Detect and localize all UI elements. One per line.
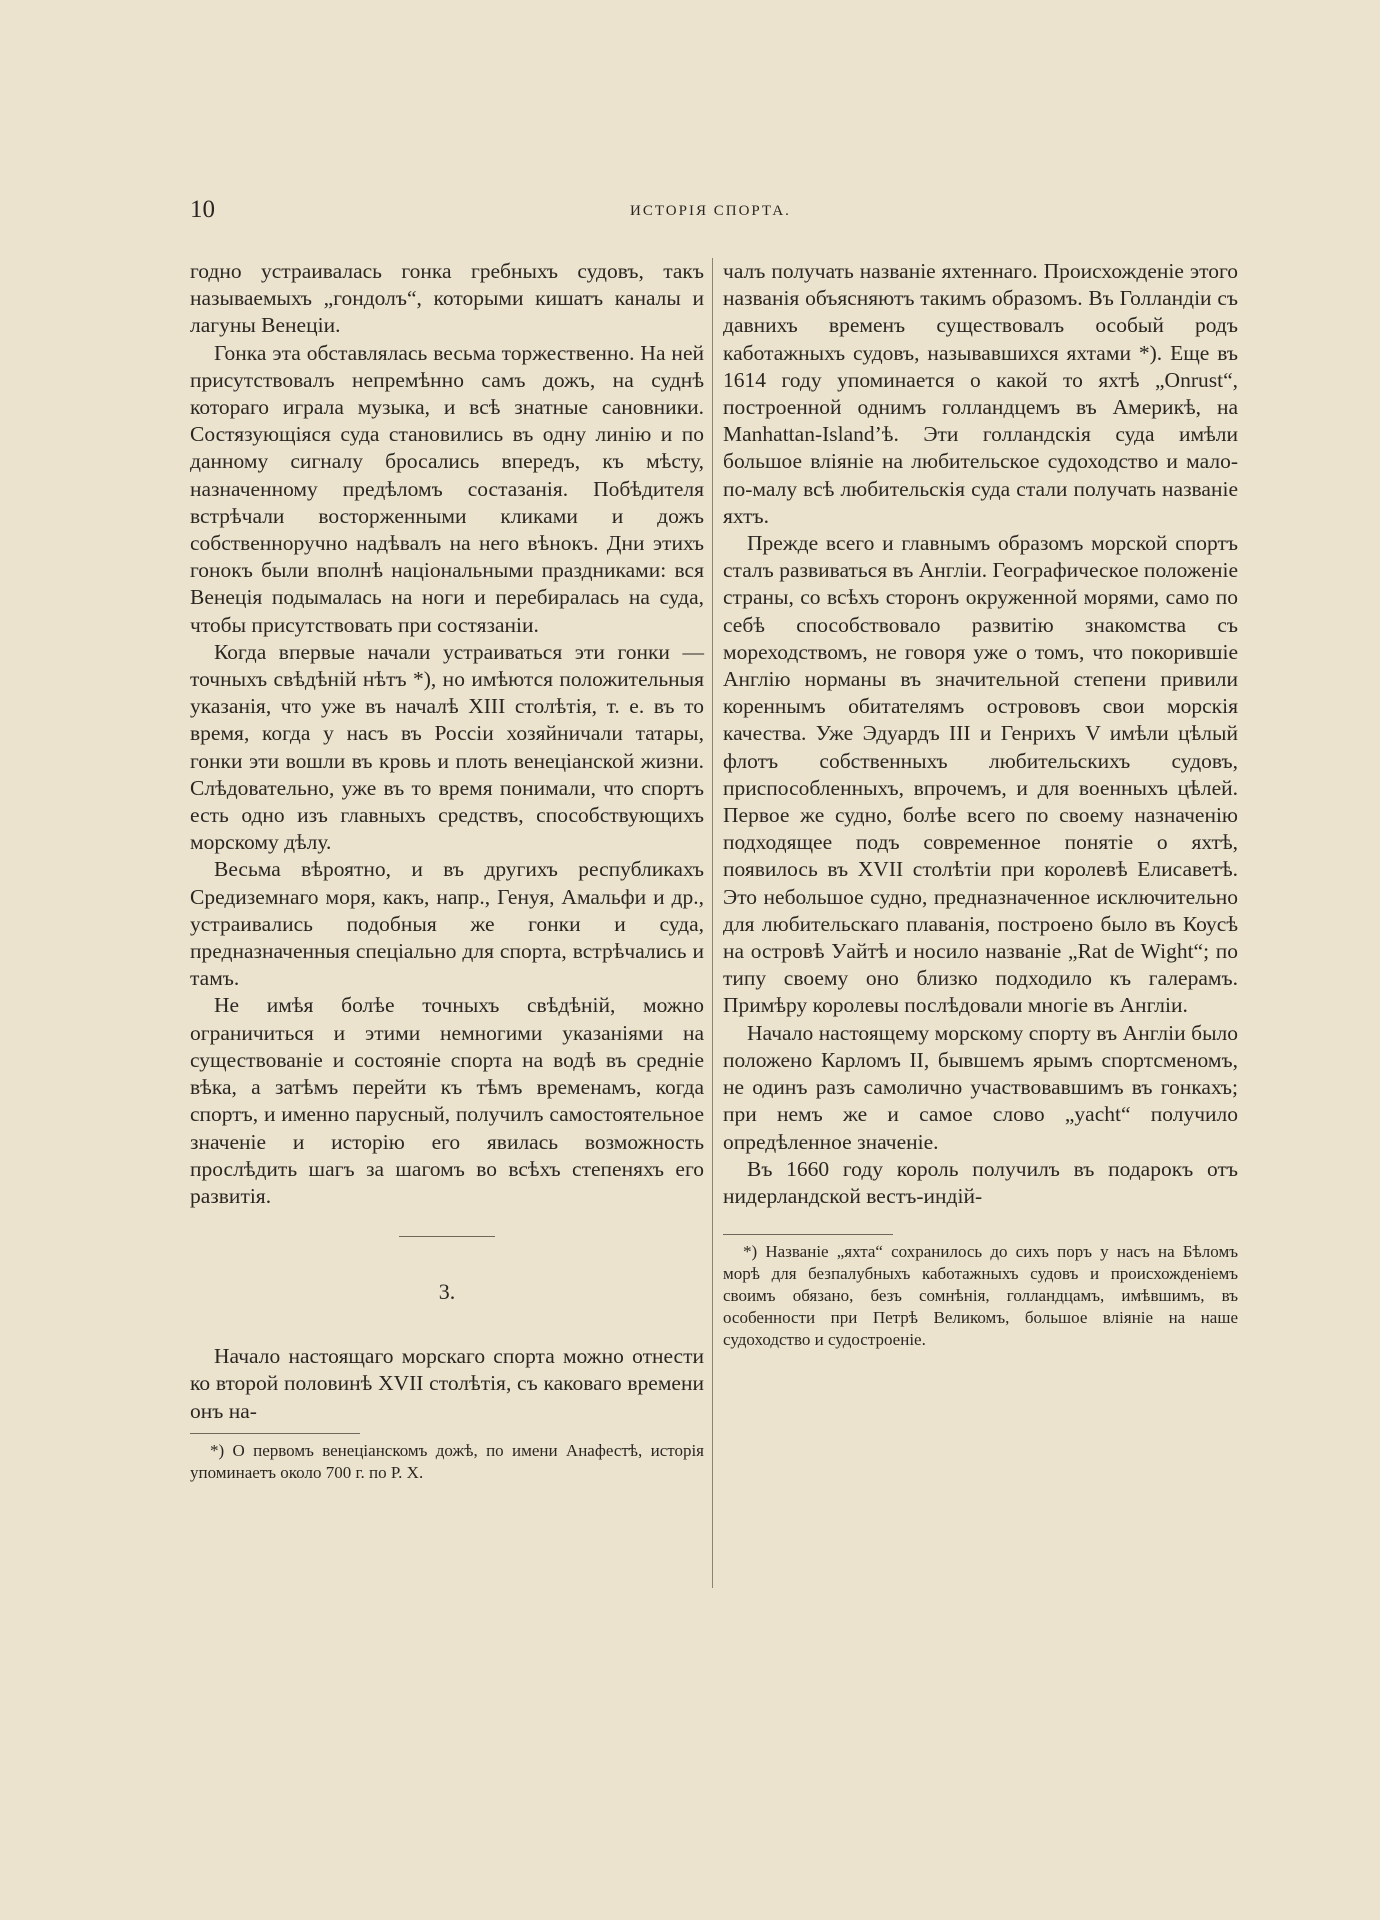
section-number: 3. — [438, 1279, 456, 1305]
paragraph: Въ 1660 году король получилъ въ подарокъ отъ нидерландской вестъ-индій- — [723, 1156, 1238, 1208]
paragraph: Весьма вѣроятно, и въ другихъ республикахъ Средиземнаго моря, какъ, напр., Генуя, Амальфи и др., устраивались подобныя же гонки и суда, предназначенныя спеціально для спорта, встрѣчались и тамъ. — [190, 857, 704, 991]
paragraph: Когда впервые начали устраиваться эти гонки — точныхъ свѣдѣній нѣтъ *), но имѣются положительныя указанія, что уже въ началѣ XIII столѣтія, т. е. въ то время, когда у насъ въ Россіи хозяйничали татары, гонки эти вошли въ кровь и плоть венеціанской жизни. Слѣдовательно, уже въ то время понимали, что спортъ есть одно изъ главныхъ средствъ, способствующихъ морскому дѣлу. — [190, 639, 704, 855]
paragraph: Прежде всего и главнымъ образомъ морской спортъ сталъ развиваться въ Англіи. Географическое положеніе страны, со всѣхъ сторонъ окруженной морями, само по себѣ способствовало развитію знакомства съ мореходствомъ, не говоря уже о томъ, что покорившіе Англію норманы въ значительной степени привили кореннымъ обитателямъ острововъ свои морскія качества. Уже Эдуардъ III и Генрихъ V имѣли цѣлый флотъ собственныхъ любительскихъ судовъ, приспособленныхъ, впрочемъ, и для военныхъ цѣлей. Первое же судно, болѣе всего по своему назначенію подходящее подъ современное понятіе о яхтѣ, появилось въ XVII столѣтіи при королевѣ Елисаветѣ. Это небольшое судно, предназначенное исключительно для любительскаго плаванія, построено было въ Коусѣ на островѣ Уайтѣ и носило названіе „Rat de Wight“; по типу своему оно близко подходило къ галерамъ. Примѣру королевы послѣдовали многіе въ Англіи. — [723, 531, 1238, 1018]
footnote-rule — [723, 1234, 893, 1235]
column-divider — [712, 258, 713, 1588]
right-column — [723, 258, 1238, 1351]
paragraph: Не имѣя болѣе точныхъ свѣдѣній, можно ограничиться и этими немногими указаніями на существованіе и состояніе спорта на водѣ въ средніе вѣка, а затѣмъ перейти къ тѣмъ временамъ, когда спортъ, и именно парусный, получилъ самостоятельное значеніе и исторію его явилась возможность прослѣдить шагъ за шагомъ во всѣхъ степеняхъ его развитія. — [190, 993, 704, 1208]
section-paragraph: Начало настоящаго морскаго спорта можно отнести ко второй половинѣ XVII столѣтія, съ каковаго времени онъ на- — [190, 1344, 704, 1423]
footnote: *) О первомъ венеціанскомъ дожѣ, по имени Анафестѣ, исторія упоминаетъ около 700 г. по Р. Х. — [190, 1440, 704, 1482]
paragraph: Начало настоящему морскому спорту въ Англіи было положено Карломъ II, бывшемъ ярымъ спортсменомъ, не одинъ разъ самолично участвовавшимъ въ гонкахъ; при немъ же и самое слово „yacht“ получило опредѣленное значеніе. — [723, 1020, 1238, 1154]
paragraph: годно устраивалась гонка гребныхъ судовъ, такъ называемыхъ „гондолъ“, которыми кишатъ каналы и лагуны Венеціи. — [190, 259, 704, 338]
section-separator — [399, 1236, 495, 1237]
paragraph: чалъ получать названіе яхтеннаго. Происхожденіе этого названія объясняютъ такимъ образомъ. Въ Голландіи съ давнихъ временъ существовалъ особый родъ каботажныхъ судовъ, называвшихся яхтами *). Еще въ 1614 году упоминается о какой то яхтѣ „Onrust“, построенной однимъ голландцемъ въ Америкѣ, на Manhattan-Island’ѣ. Эти голландскія суда имѣли большое вліяніе на любительское судоходство и мало-по-малу всѣ любительскія суда стали получать названіе яхтъ. — [723, 259, 1238, 528]
paragraph: Гонка эта обставлялась весьма торжественно. На ней присутствовалъ непремѣнно самъ дожъ, на суднѣ котораго играла музыка, и всѣ знатные сановники. Состязующіяся суда становились въ одну линію и по данному сигналу бросались впередъ, къ мѣсту, назначенному предѣломъ состазанія. Побѣдителя встрѣчали восторженными кликами и дожъ собственноручно надѣвалъ на него вѣнокъ. Дни этихъ гонокъ были вполнѣ національными праздниками: вся Венеція подымалась на ноги и перебиралась на суда, чтобы присутствовать при состязаніи. — [190, 340, 704, 637]
page-number: 10 — [190, 196, 215, 223]
footnote-rule — [190, 1433, 360, 1434]
footnote: *) Названіе „яхта“ сохранилось до сихъ поръ у насъ на Бѣломъ морѣ для безпалубныхъ каботажныхъ судовъ и происхожденіемъ своимъ обязано, безъ сомнѣнія, голландцамъ, имѣвшимъ, въ особенности при Петрѣ Великомъ, большое вліяніе на наше судоходство и судостроеніе. — [723, 1242, 1238, 1350]
running-title: ИСТОРІЯ СПОРТА. — [630, 203, 791, 219]
running-head — [190, 196, 1240, 230]
left-column — [190, 258, 704, 1484]
